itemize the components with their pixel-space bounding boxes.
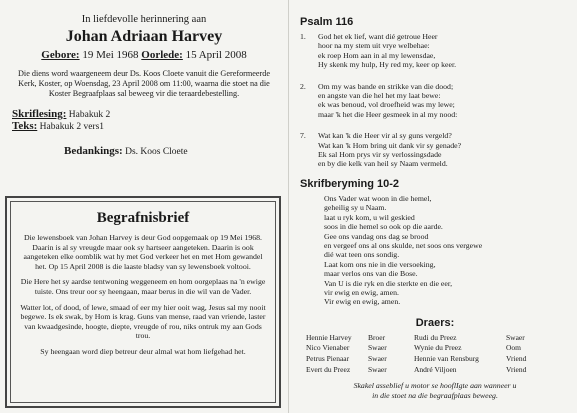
hymn-line: en vergeef ons al ons skulde, net soos ons vergewe [324, 240, 483, 250]
bearer-name: Evert du Preez [306, 364, 351, 374]
thanks-row [64, 145, 282, 157]
verse-line: hoor na my stem uit vrye welbehae: [318, 41, 430, 51]
psalm-title: Psalm 116 [300, 16, 354, 28]
scripture-value: Habakuk 2 [68, 110, 111, 120]
hymn-line: Laat kom ons nie in die versoeking, [324, 259, 436, 269]
hymn-line: Ons Vader wat woon in die hemel, [324, 193, 432, 203]
intro-text: In liefdevolle herinnering aan [81, 14, 207, 25]
psalm-verse [300, 82, 570, 120]
psalm-verse [300, 32, 570, 70]
bearer-relation: Swaer [368, 364, 387, 374]
thanks-label: Bedankings: [64, 145, 123, 157]
note-line: Skakel asseblief u motor se hooflIgte aan wanneer u [353, 381, 517, 391]
verse-line: God het ek lief, want dié getroue Heer [318, 32, 438, 41]
bearer-relation: Vriend [506, 353, 527, 363]
hymn-line: soos in die hemel so ook op die aarde. [324, 222, 443, 232]
deceased-name: Johan Adriaan Harvey [65, 28, 223, 45]
verse-number: 2. [300, 81, 306, 91]
hymn-line: Vir ewig en ewig, amen. [324, 297, 401, 307]
bearer-relation: Swaer [368, 343, 387, 353]
hymn-line: Gee ons vandag ons dag se brood [324, 231, 429, 241]
letter-paragraph: Die lewensboek van Johan Harvey is deur God oopgemaak op 19 Mei 1968. Daarin is al sy vreugde maar ook sy hartseer aangeteken. Daarin is ook aangeteken elke oomblik wat hy met God verkeer het en met Hom gewandel het. Op 15 April 2008 is die laaste bladsy van sy lewensboek voltooi. [23, 233, 263, 271]
verse-line: ek was benoud, vol droefheid was my lewe; [318, 100, 455, 110]
verse-number: 1. [300, 32, 306, 41]
bearer-relation: Broer [368, 332, 386, 342]
bearer-name: Nico Vienaber [306, 343, 350, 353]
died-date: 15 April 2008 [185, 49, 247, 61]
table-row [306, 365, 550, 376]
verse-line: Wat kan 'k die Heer vir al sy guns vergeld? [318, 131, 452, 141]
scripture-row [12, 109, 282, 121]
letter-paragraph: Watter lot, of dood, of lewe, smaad of eer my hier ooit wag, Jesus sal my nooit begewe. Is ek swak, by Hom is krag. Guns van mense, raad van vriende, laster van kwaadgesinde, hoogte, diepte, vreugde of rou, niks ontruk my aan Gods trou. [20, 302, 266, 341]
bearer-relation: Oom [506, 343, 521, 353]
hymn-line: Van U is die ryk en die sterkte en die eer, [324, 278, 453, 288]
bearer-name: Hennie van Rensburg [414, 353, 479, 363]
bearers-table [306, 333, 550, 375]
psalm-verse [300, 131, 570, 169]
fold-line [288, 0, 289, 413]
bearer-name: Wynie du Preez [414, 343, 462, 353]
verse-line: Wat kan 'k Hom bring uit dank vir sy genade? [318, 140, 462, 150]
funeral-letter-box [5, 196, 281, 408]
right-panel [300, 16, 570, 400]
funeral-letter-title: Begrafnisbrief [96, 210, 190, 226]
verse-line: Ek sal Hom prys vir sy verlossingsdade [318, 150, 442, 160]
thanks-value: Ds. Koos Cloete [125, 147, 188, 157]
text-value: Habakuk 2 vers1 [39, 122, 105, 132]
table-row [306, 333, 550, 344]
letter-paragraph: Die Here het sy aardse tentwoning weggeneem en hom oorgeplaas na 'n ewige tuiste. Ons treur oor sy heengaan, maar berus in die wil van de Vader. [20, 277, 266, 296]
funeral-letter-inner [10, 201, 276, 403]
hymn-line: laat u ryk kom, u wil geskied [324, 212, 415, 222]
hymn-line: dié wat teen ons sondig. [324, 250, 400, 260]
left-panel [6, 14, 282, 157]
hymn-line: geheilig sy u Naam. [324, 203, 387, 213]
bearer-name: Rudi du Preez [414, 332, 457, 342]
died-label: Oorlede: [141, 49, 183, 61]
scripture-title: Skrifberyming 10-2 [300, 177, 400, 190]
table-row [306, 343, 550, 354]
born-label: Gebore: [41, 49, 80, 61]
service-details: Die diens word waargeneem deur Ds. Koos Cloete vanuit die Gereformeerde Kerk, Koster, op Woensdag, 23 April 2008 om 11:00, waarna die stoet na die Koster Begraafplaas sal beweeg vir die teraardebestelling. [18, 69, 270, 98]
note-line: in die stoet na die begraafplaas beweeg. [372, 390, 498, 400]
verse-line: en by die kelk van heil sy Naam vermeld. [318, 159, 448, 169]
bearers-title: Draers: [415, 316, 455, 329]
verse-line: Hy skenk my hulp, Hy red my, keer op keer. [318, 60, 457, 70]
born-date: 19 Mei 1968 [82, 49, 139, 61]
bearer-name: André Viljoen [414, 364, 457, 374]
verse-line: maar 'k het die Heer gesmeek in al my nood: [318, 109, 458, 119]
bearer-name: Petrus Pienaar [306, 353, 350, 363]
table-row [306, 354, 550, 365]
hymn-line: vir ewig en ewig, amen. [324, 287, 399, 297]
scripture-label: Skriflesing: [12, 108, 67, 120]
hymn-line: maar verlos ons van die Bose. [324, 269, 418, 279]
text-row [12, 121, 282, 133]
text-label: Teks: [12, 120, 38, 132]
bearer-relation: Vriend [506, 364, 527, 374]
bearer-relation: Swaer [506, 332, 525, 342]
verse-line: Om my was bande en strikke van die dood; [318, 81, 454, 91]
bearer-relation: Swaer [368, 353, 387, 363]
letter-paragraph: Sy heengaan word diep betreur deur almal wat hom liefgehad het. [40, 346, 246, 356]
verse-line: en angste van die hel het my laat bewe: [318, 91, 441, 101]
verse-number: 7. [300, 131, 306, 141]
scripture-hymn [324, 194, 570, 307]
readings [12, 109, 282, 133]
bearer-name: Hennie Harvey [306, 332, 352, 342]
verse-line: ek roep Hom aan in al my lewensdae, [318, 50, 436, 60]
headlights-note [300, 381, 570, 400]
dates-line [6, 49, 282, 61]
